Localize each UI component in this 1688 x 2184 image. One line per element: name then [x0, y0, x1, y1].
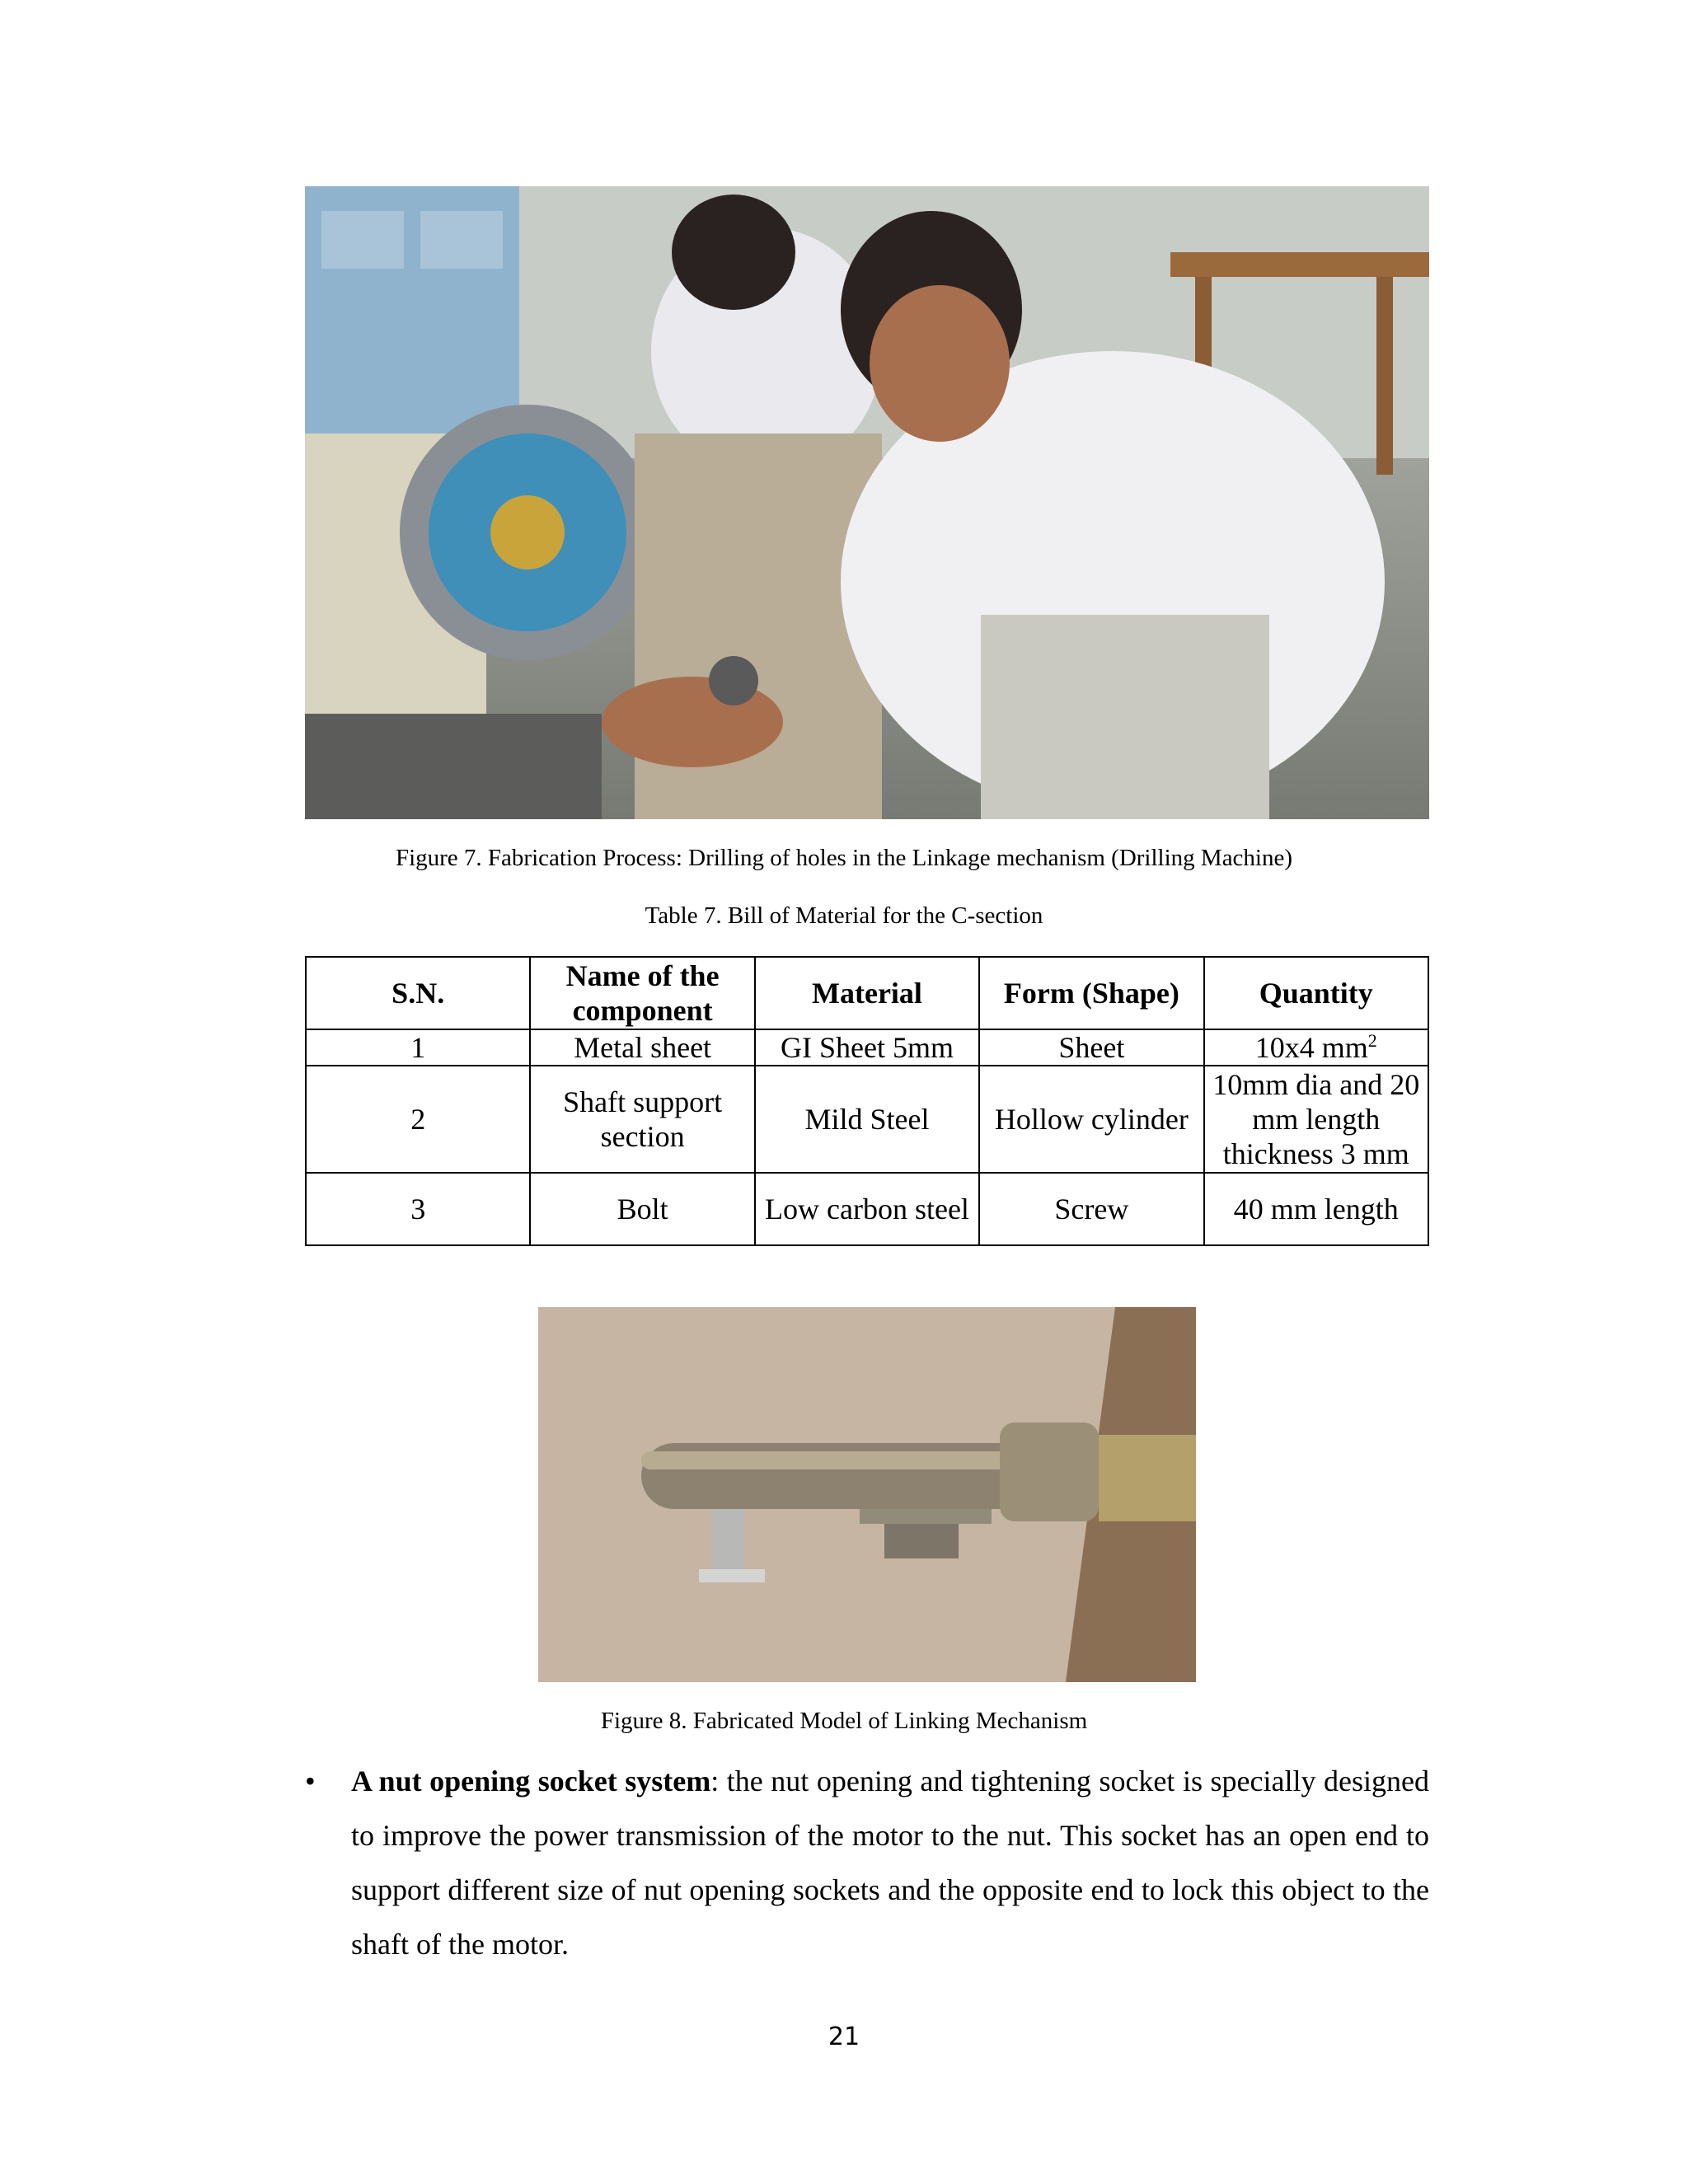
page-number: 21	[828, 2022, 860, 2051]
cell-form-shape: Screw	[979, 1173, 1203, 1245]
cell-component-name: Bolt	[530, 1173, 754, 1245]
figure-8-photo	[538, 1307, 1196, 1682]
cell-material: GI Sheet 5mm	[755, 1029, 979, 1066]
header-form-shape: Form (Shape)	[979, 957, 1203, 1029]
cell-material: Low carbon steel	[755, 1173, 979, 1245]
figure-7-photo	[305, 186, 1429, 819]
bullet-body: : the nut opening and tightening socket is specially designed to improve the power transmission of the motor to the nut. This socket has an open end to support different size of nut opening sockets and the opposite end to lock this object to the shaft of the motor.	[351, 1765, 1429, 1961]
cell-component-name: Shaft support section	[530, 1066, 754, 1173]
cell-quantity: 10mm dia and 20 mm length thickness 3 mm	[1204, 1066, 1428, 1173]
table-row	[306, 1029, 1428, 1066]
bill-of-material-table	[305, 956, 1429, 1246]
cell-component-name: Metal sheet	[530, 1029, 754, 1066]
table-row	[306, 1066, 1428, 1173]
header-quantity: Quantity	[1204, 957, 1428, 1029]
header-component-name: Name of the component	[530, 957, 754, 1029]
bullet-lead: A nut opening socket system	[351, 1765, 711, 1797]
cell-sn: 1	[306, 1029, 530, 1066]
figure-7-illustration	[305, 186, 1429, 819]
table-7-caption: Table 7. Bill of Material for the C-section	[645, 902, 1043, 929]
cell-material: Mild Steel	[755, 1066, 979, 1173]
bullet-icon: •	[305, 1765, 316, 1797]
figure-8-caption: Figure 8. Fabricated Model of Linking Mechanism	[600, 1708, 1088, 1734]
cell-quantity: 40 mm length	[1204, 1173, 1428, 1245]
table-header-row	[306, 957, 1428, 1029]
cell-quantity	[1204, 1029, 1428, 1066]
header-material: Material	[755, 957, 979, 1029]
bullet-text	[351, 1754, 1429, 1971]
cell-form-shape: Sheet	[979, 1029, 1203, 1066]
cell-quantity-superscript: 2	[1367, 1030, 1377, 1051]
figure-7-caption: Figure 7. Fabrication Process: Drilling of holes in the Linkage mechanism (Drilling Machine)	[395, 845, 1293, 871]
header-sn: S.N.	[306, 957, 530, 1029]
cell-form-shape: Hollow cylinder	[979, 1066, 1203, 1173]
cell-quantity-value: 10x4 mm	[1254, 1031, 1368, 1064]
cell-sn: 3	[306, 1173, 530, 1245]
table-row	[306, 1173, 1428, 1245]
figure-8-illustration	[538, 1307, 1196, 1682]
cell-sn: 2	[306, 1066, 530, 1173]
